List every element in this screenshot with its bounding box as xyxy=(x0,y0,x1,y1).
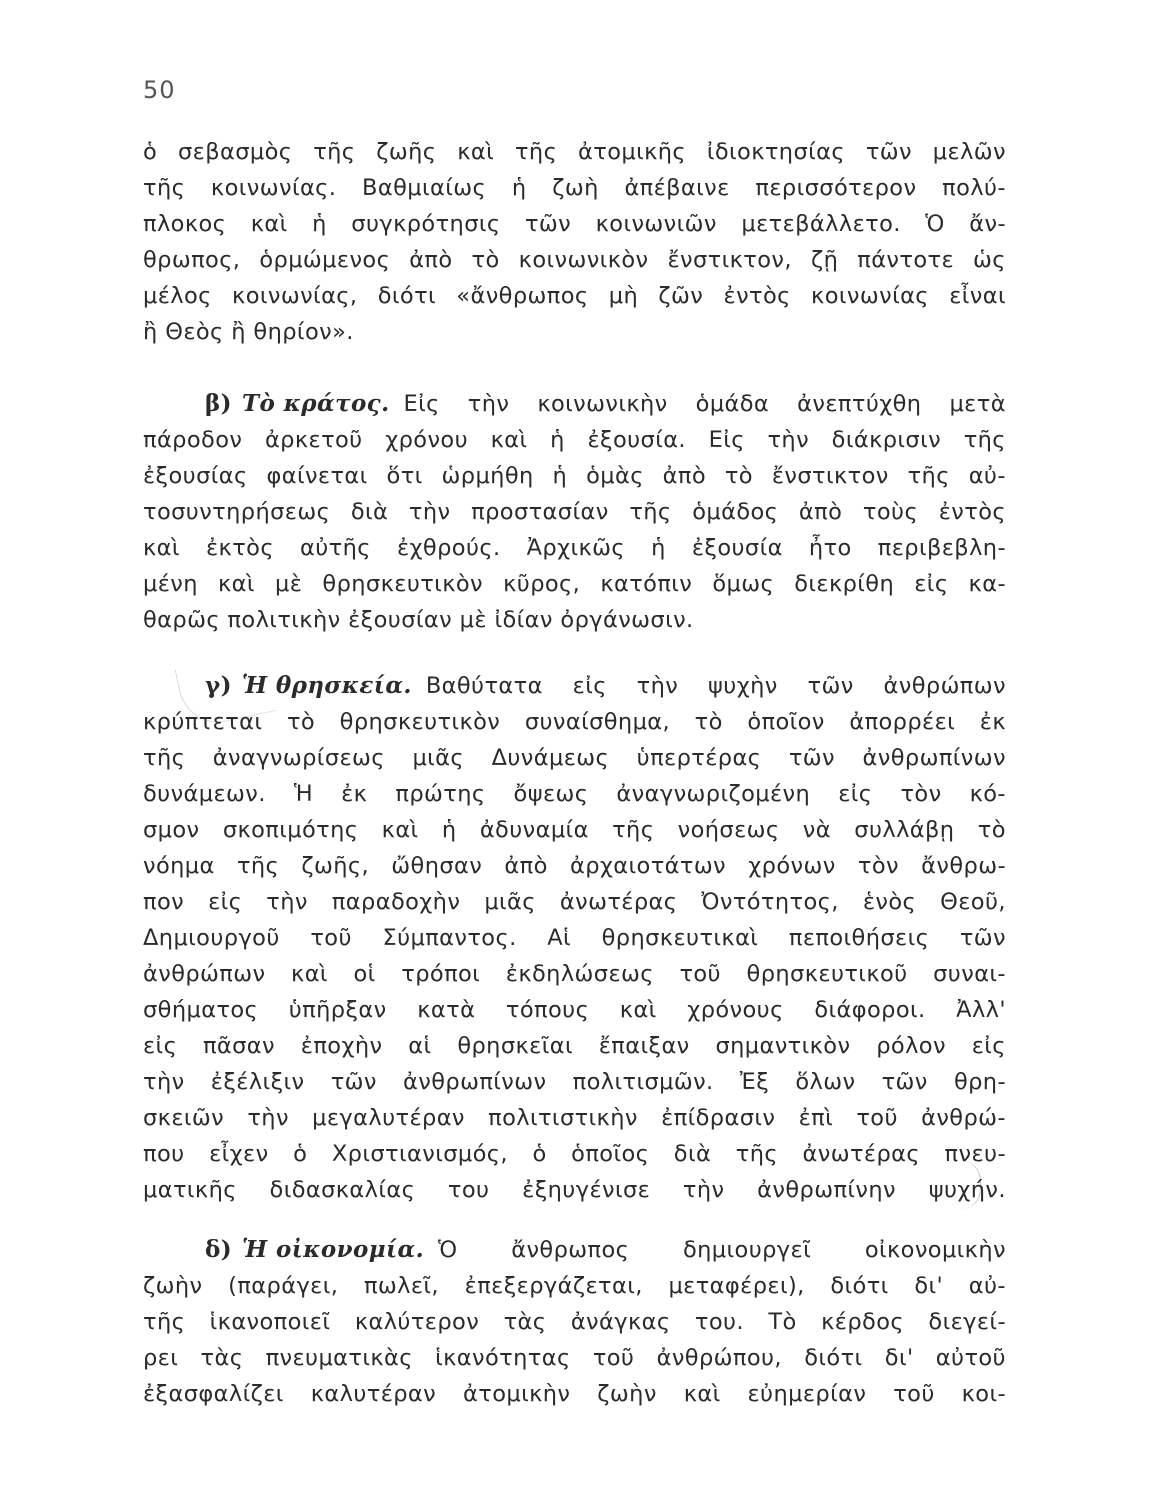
section-label: β) xyxy=(205,390,232,417)
text-line: ζωὴν (παράγει, πωλεῖ, ἐπεξεργάζεται, μεταφέρει), διότι δι' αὐ- xyxy=(143,1273,1006,1299)
text-line: Εἰς τὴν κοινωνικὴν ὁμάδα ἀνεπτύχθη μετὰ xyxy=(403,391,1006,417)
text-line: ματικῆς διδασκαλίας του ἐξηυγένισε τὴν ἀνθρωπίνην ψυχήν. xyxy=(143,1177,1006,1203)
section-economy xyxy=(143,1232,1006,1412)
text-line: σμον σκοπιμότης καὶ ἡ ἀδυναμία τῆς νοήσεως νὰ συλλάβῃ τὸ xyxy=(143,817,1006,843)
page-number: 50 xyxy=(143,76,176,104)
section-religion xyxy=(143,668,1006,1208)
section-title: Ἡ οἰκονομία. xyxy=(242,1236,425,1263)
section-title: Ἡ θρησκεία. xyxy=(241,672,412,699)
text-line: τῆς ἱκανοποιεῖ καλύτερον τὰς ἀνάγκας του. Τὸ κέρδος διεγεί- xyxy=(143,1309,1006,1335)
text-line: ρει τὰς πνευματικὰς ἱκανότητας τοῦ ἀνθρώπου, διότι δι' αὐτοῦ xyxy=(143,1345,1006,1371)
paragraph-intro xyxy=(143,134,1006,350)
text-line: κρύπτεται τὸ θρησκευτικὸν συναίσθημα, τὸ ὁποῖον ἀπορρέει ἐκ xyxy=(143,709,1006,735)
text-line: ἢ Θεὸς ἢ θηρίον». xyxy=(143,319,354,345)
section-state xyxy=(143,386,1006,638)
text-line: πάροδον ἀρκετοῦ χρόνου καὶ ἡ ἐξουσία. Εἰς τὴν διάκρισιν τῆς xyxy=(143,427,1006,453)
section-heading-line xyxy=(143,668,1006,704)
text-line: τοσυντηρήσεως διὰ τὴν προστασίαν τῆς ὁμάδος ἀπὸ τοὺς ἐντὸς xyxy=(143,499,1006,525)
text-line: δυνάμεων. Ἡ ἐκ πρώτης ὄψεως ἀναγνωριζομένη εἰς τὸν κό- xyxy=(143,781,1006,807)
text-line: τῆς ἀναγνωρίσεως μιᾶς Δυνάμεως ὑπερτέρας τῶν ἀνθρωπίνων xyxy=(143,745,1006,771)
text-line: τῆς κοινωνίας. Βαθμιαίως ἡ ζωὴ ἀπέβαινε περισσότερον πολύ- xyxy=(143,175,1006,201)
text-line: που εἶχεν ὁ Χριστιανισμός, ὁ ὁποῖος διὰ τῆς ἀνωτέρας πνευ- xyxy=(143,1141,1006,1167)
text-line: θρωπος, ὁρμώμενος ἀπὸ τὸ κοινωνικὸν ἔνστικτον, ζῇ πάντοτε ὡς xyxy=(143,247,1006,273)
text-line: ὁ σεβασμὸς τῆς ζωῆς καὶ τῆς ἀτομικῆς ἰδιοκτησίας τῶν μελῶν xyxy=(143,139,1006,165)
text-line: πον εἰς τὴν παραδοχὴν μιᾶς ἀνωτέρας Ὀντότητος, ἑνὸς Θεοῦ, xyxy=(143,889,1006,915)
text-line: ἀνθρώπων καὶ οἱ τρόποι ἐκδηλώσεως τοῦ θρησκευτικοῦ συναι- xyxy=(143,961,1006,987)
text-line: νόημα τῆς ζωῆς, ὤθησαν ἀπὸ ἀρχαιοτάτων χρόνων τὸν ἄνθρω- xyxy=(143,853,1006,879)
text-line: καὶ ἐκτὸς αὐτῆς ἐχθρούς. Ἀρχικῶς ἡ ἐξουσία ἦτο περιβεβλη- xyxy=(143,535,1006,561)
section-title: Τὸ κράτος. xyxy=(241,390,390,417)
text-line: μένη καὶ μὲ θρησκευτικὸν κῦρος, κατόπιν ὅμως διεκρίθη εἰς κα- xyxy=(143,571,1006,597)
text-line: πλοκος καὶ ἡ συγκρότησις τῶν κοινωνιῶν μετεβάλλετο. Ὁ ἄν- xyxy=(143,211,1006,237)
text-line: Βαθύτατα εἰς τὴν ψυχὴν τῶν ἀνθρώπων xyxy=(425,673,1006,699)
text-line: Δημιουργοῦ τοῦ Σύμπαντος. Αἱ θρησκευτικαὶ πεποιθήσεις τῶν xyxy=(143,925,1006,951)
text-line: θαρῶς πολιτικὴν ἐξουσίαν μὲ ἰδίαν ὀργάνωσιν. xyxy=(143,607,694,633)
section-label: δ) xyxy=(205,1236,233,1263)
section-heading-line xyxy=(143,386,1006,422)
text-line: σκειῶν τὴν μεγαλυτέραν πολιτιστικὴν ἐπίδρασιν ἐπὶ τοῦ ἀνθρώ- xyxy=(143,1105,1006,1131)
text-line: μέλος κοινωνίας, διότι «ἄνθρωπος μὴ ζῶν ἐντὸς κοινωνίας εἶναι xyxy=(143,283,1006,309)
text-line: ἐξουσίας φαίνεται ὅτι ὡρμήθη ἡ ὁμὰς ἀπὸ τὸ ἔνστικτον τῆς αὐ- xyxy=(143,463,1006,489)
text-line: εἰς πᾶσαν ἐποχὴν αἱ θρησκεῖαι ἔπαιξαν σημαντικὸν ρόλον εἰς xyxy=(143,1033,1006,1059)
text-line: σθήματος ὑπῆρξαν κατὰ τόπους καὶ χρόνους διάφοροι. Ἀλλ' xyxy=(143,997,1006,1023)
section-heading-line xyxy=(143,1232,1006,1268)
text-line: Ὁ ἄνθρωπος δημιουργεῖ οἰκονομικὴν xyxy=(438,1237,1006,1263)
text-line: ἐξασφαλίζει καλυτέραν ἀτομικὴν ζωὴν καὶ εὐημερίαν τοῦ κοι- xyxy=(143,1381,1006,1407)
text-line: τὴν ἐξέλιξιν τῶν ἀνθρωπίνων πολιτισμῶν. Ἐξ ὅλων τῶν θρη- xyxy=(143,1069,1006,1095)
section-label: γ) xyxy=(205,672,232,699)
